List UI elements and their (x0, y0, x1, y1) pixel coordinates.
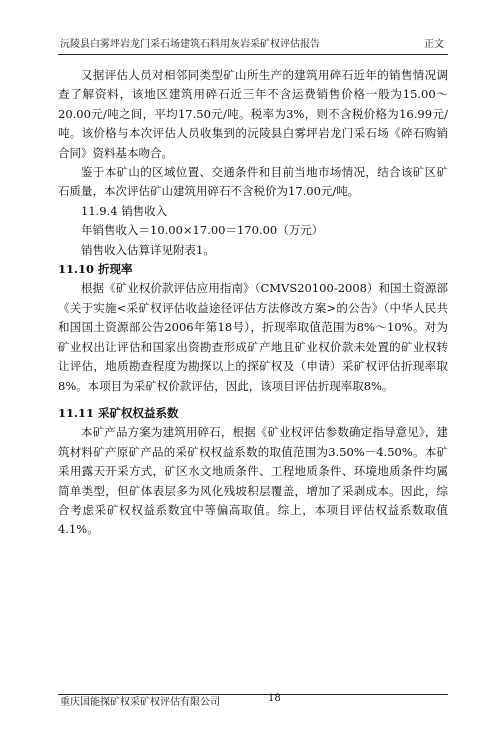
sales-revenue-formula: 年销售收入＝10.00×17.00＝170.00（万元） (81, 223, 324, 238)
paragraph-price-decision: 鉴于本矿山的区域位置、交通条件和目前当地市场情况，结合该矿区矿石质量，本次评估矿山建筑用碎石不含税价为17.00元/吨。 (58, 165, 448, 199)
paragraph-market-survey: 又据评估人员对相邻同类型矿山所生产的建筑用碎石近年的销售情况调查了解资料，该地区建筑用碎石近三年不含运费销售价格一般为15.00～20.00元/吨之间，平均17.50元/吨。税率为3%，则不含税价格为16.99元/吨。该价格与本次评估人员收集到的沅陵县白雾坪岩龙门采石场《碎石购销合同》资料基本吻合。 (58, 68, 448, 160)
page-number: 18 (268, 693, 281, 704)
spacer (58, 396, 448, 404)
footer-company: 重庆国能探矿权采矿权评估有限公司 (60, 697, 220, 708)
section-heading-discount-rate: 11.10 折现率 (58, 262, 133, 277)
page-footer (58, 694, 448, 711)
section-heading-equity-coefficient: 11.11 采矿权权益系数 (58, 405, 179, 420)
paragraph-revenue-note: 销售收入估算详见附表1。 (81, 242, 215, 257)
page-content (58, 66, 448, 540)
paragraph-discount-rate: 根据《矿业权价款评估应用指南》（CMVS20100-2008）和国土资源部《关于实施<采矿权评估收益途径评估方法修改方案>的公告》（中华人民共和国国土资源部公告2006年第18号），折现率取值范围为8%～10%。对为矿业权出让评估和国家出资勘查形成矿产地且矿业权价款未处置的矿业权转让评估，地质勘查程度为勘探以上的探矿权及（申请）采矿权评估折现率取8%。本项目为采矿权价款评估，因此，该项目评估折现率取8%。 (58, 281, 448, 393)
page-header (58, 38, 448, 55)
paragraph-equity-coefficient: 本矿产品方案为建筑用碎石，根据《矿业权评估参数确定指导意见》，建筑材料矿产原矿产品的采矿权权益系数的取值范围为3.50%－4.50%。本矿采用露天开采方式，矿区水文地质条件、工程地质条件、环境地质条件均属简单类型，但矿体表层多为风化残坡积层覆盖，增加了采剥成本。因此，综合考虑采矿权权益系数宜中等偏高取值。综上，本项目评估权益系数取值4.1%。 (58, 425, 448, 537)
subsection-heading-sales-revenue: 11.9.4 销售收入 (81, 203, 168, 218)
header-title: 沅陵县白雾坪岩龙门采石场建筑石料用灰岩采矿权评估报告 (60, 39, 320, 50)
header-section: 正文 (424, 39, 444, 50)
